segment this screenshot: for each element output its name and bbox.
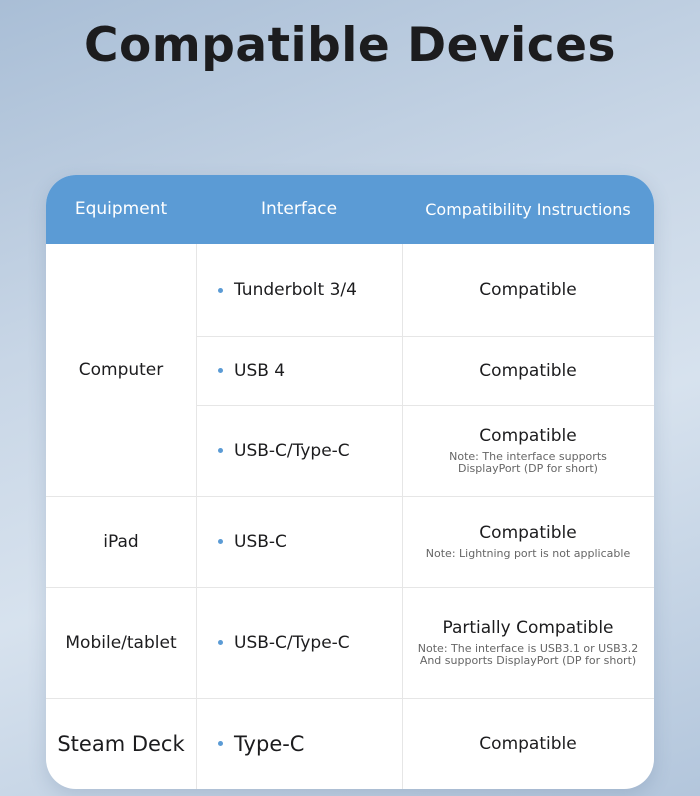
interface-cell xyxy=(196,698,402,789)
bullet-icon xyxy=(218,741,223,746)
compatibility-cell xyxy=(402,496,654,587)
header-equipment: Equipment xyxy=(74,199,168,219)
compat-note xyxy=(418,643,638,667)
note-line: DisplayPort (DP for short) xyxy=(458,462,598,475)
header-compatibility: Compatibility Instructions xyxy=(425,200,631,219)
interface-label: USB 4 xyxy=(234,360,286,381)
interface-cell xyxy=(196,244,402,336)
bullet-icon xyxy=(218,368,223,373)
interface-cell xyxy=(196,405,402,496)
compat-status: Compatible xyxy=(479,523,577,543)
compatibility-cell xyxy=(402,405,654,496)
equipment-ipad: iPad xyxy=(103,531,139,552)
compat-status: Compatible xyxy=(479,360,577,381)
interface-label: USB-C/Type-C xyxy=(234,632,350,653)
page-title: Compatible Devices xyxy=(83,18,617,73)
bullet-icon xyxy=(218,448,223,453)
interface-label: USB-C xyxy=(234,531,287,552)
compat-note xyxy=(449,451,607,475)
interface-label: Tunderbolt 3/4 xyxy=(234,280,357,300)
compatibility-cell xyxy=(402,336,654,405)
note-line: Note: The interface supports xyxy=(449,450,607,463)
compat-status: Compatible xyxy=(479,280,577,300)
equipment-steam-deck: Steam Deck xyxy=(57,731,185,756)
interface-cell xyxy=(196,496,402,587)
equipment-computer: Computer xyxy=(78,360,164,380)
bullet-icon xyxy=(218,539,223,544)
interface-label: Type-C xyxy=(234,731,305,756)
note-line: And supports DisplayPort (DP for short) xyxy=(419,654,637,667)
compatibility-cell xyxy=(402,698,654,789)
table-header xyxy=(46,175,654,244)
note-line: Note: The interface is USB3.1 or USB3.2 xyxy=(417,642,639,655)
bullet-icon xyxy=(218,288,223,293)
compat-status: Compatible xyxy=(479,733,577,754)
compatibility-table xyxy=(46,175,654,789)
interface-cell xyxy=(196,587,402,698)
compatibility-cell xyxy=(402,244,654,336)
header-interface: Interface xyxy=(260,199,338,219)
note-line: Note: Lightning port is not applicable xyxy=(425,547,631,560)
compatibility-cell xyxy=(402,587,654,698)
equipment-mobile-tablet: Mobile/tablet xyxy=(65,632,177,653)
bullet-icon xyxy=(218,640,223,645)
compat-status: Partially Compatible xyxy=(442,618,614,638)
compat-note xyxy=(426,548,630,560)
interface-label: USB-C/Type-C xyxy=(234,440,350,461)
interface-cell xyxy=(196,336,402,405)
compat-status: Compatible xyxy=(479,426,577,446)
